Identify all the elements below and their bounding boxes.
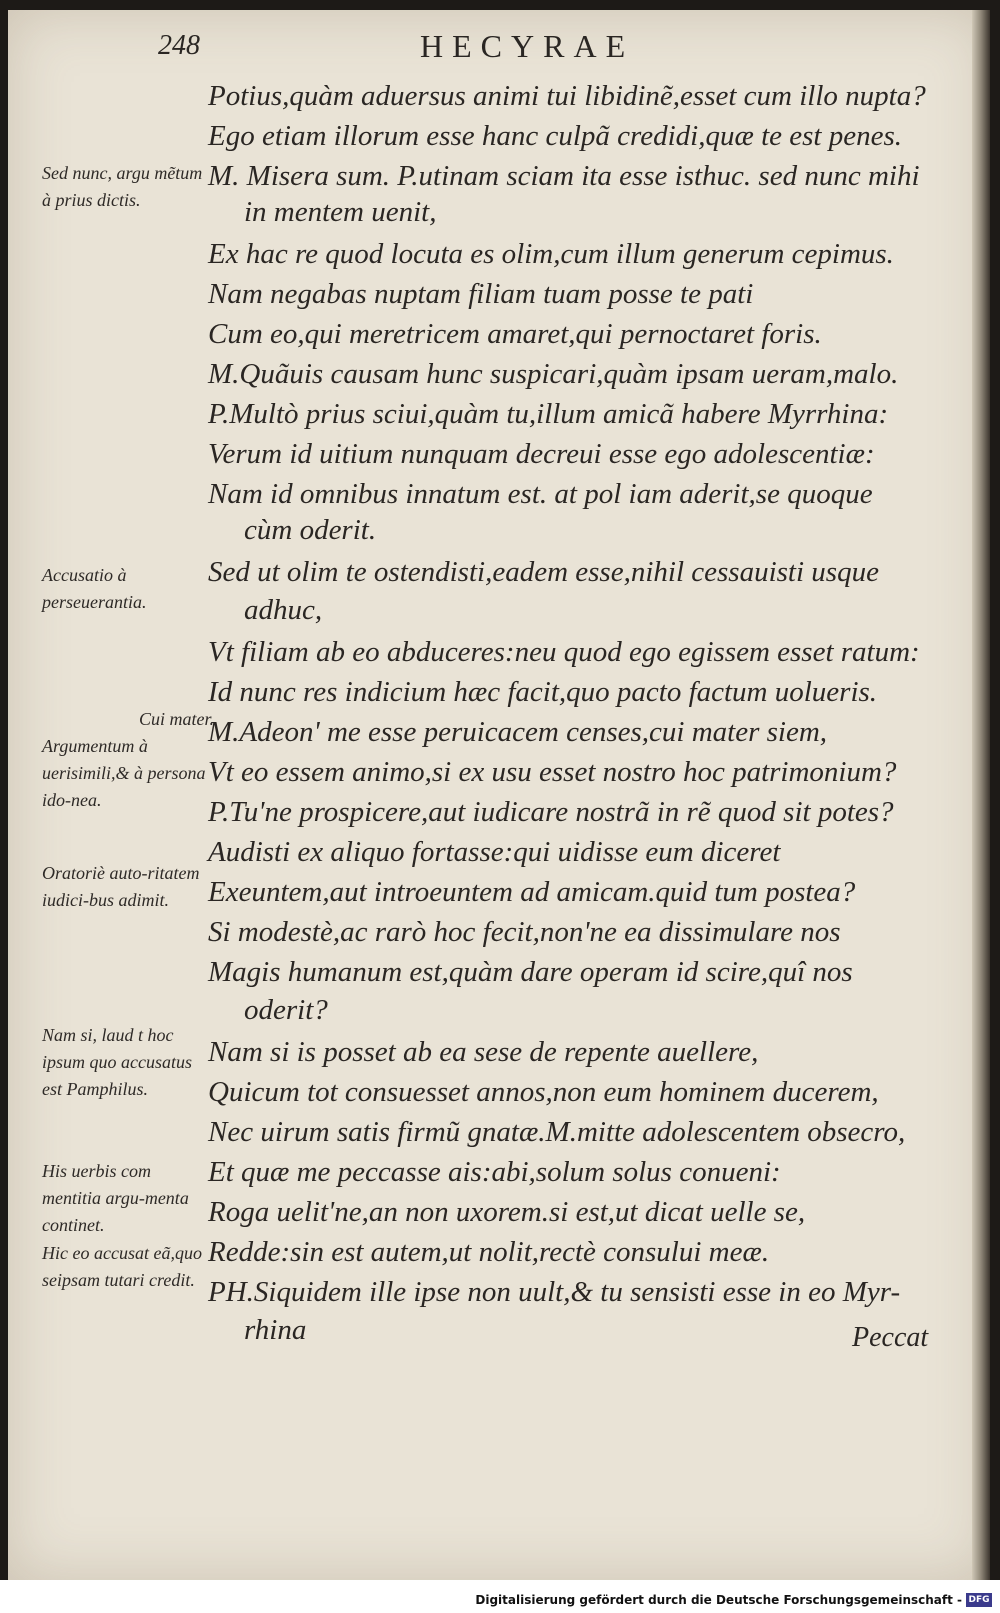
margin-notes [42,0,214,1580]
text-line: M.Quãuis causam hunc suspicari,quàm ipsam ueram,malo. [208,358,899,390]
text-line: Id nunc res indicium hæc facit,quo pacto factum uolueris. [208,676,878,708]
text-line: Magis humanum est,quàm dare operam id scire,quî nos [208,956,853,988]
text-line: Potius,quàm aduersus animi tui libidinẽ,esset cum illo nupta? [208,80,926,112]
text-line: adhuc, [244,594,323,626]
text-line: Et quæ me peccasse ais:abi,solum solus conueni: [208,1156,781,1188]
text-line: Nec uirum satis firmũ gnatæ.M.mitte adolescentem obsecro, [208,1116,906,1148]
text-line: PH.Siquidem ille ipse non uult,& tu sensisti esse in eo Myr- [208,1276,901,1308]
margin-note: Oratoriè auto-ritatem iudici-bus adimit. [42,863,200,910]
text-line: Quicum tot consuesset annos,non eum hominem ducerem, [208,1076,879,1108]
text-line: P.Multò prius sciui,quàm tu,illum amicã habere Myrrhina: [208,398,889,430]
credit-text: Digitalisierung gefördert durch die Deutsche Forschungsgemeinschaft - [475,1593,962,1607]
text-line: Nam id omnibus innatum est. at pol iam aderit,se quoque [208,478,873,510]
text-line: Exeuntem,aut introeuntem ad amicam.quid tum postea? [208,876,856,908]
margin-note: Hic eo accusat eã,quo seipsam tutari credit. [42,1243,202,1290]
text-line: Si modestè,ac rarò hoc fecit,non'ne ea dissimulare nos [208,916,841,948]
text-line: P.Tu'ne prospicere,aut iudicare nostrã in rẽ quod sit potes? [208,796,894,828]
text-line: Vt filiam ab eo abduceres:neu quod ego egissem esset ratum: [208,636,920,668]
text-line: M. Misera sum. P.utinam sciam ita esse isthuc. sed nunc mihi [208,160,920,192]
text-line: Redde:sin est autem,ut nolit,rectè consului meæ. [208,1236,770,1268]
text-line: Nam si is posset ab ea sese de repente auellere, [208,1036,759,1068]
text-line: in mentem uenit, [244,196,437,228]
margin-note: His uerbis com mentitia argu-menta continet. [42,1161,189,1235]
margin-note: Sed nunc, argu mẽtum à prius dictis. [42,163,203,210]
text-line: cùm oderit. [244,514,377,546]
text-line: Ex hac re quod locuta es olim,cum illum generum cepimus. [208,238,894,270]
page-number: 248 [158,30,200,61]
text-line: Ego etiam illorum esse hanc culpã credidi,quæ te est penes. [208,120,902,152]
text-line: Verum id uitium nunquam decreui esse ego adolescentiæ: [208,438,875,470]
margin-note: Nam si, laud t hoc ipsum quo accusatus est Pamphilus. [42,1025,192,1099]
text-line: Audisti ex aliquo fortasse:qui uidisse eum diceret [208,836,781,868]
margin-note: Accusatio à perseuerantia. [42,565,147,612]
text-line: Roga uelit'ne,an non uxorem.si est,ut dicat uelle se, [208,1196,806,1228]
dfg-logo: DFG [966,1593,992,1607]
text-line: rhina [244,1314,307,1346]
text-line: M.Adeon' me esse peruicacem censes,cui mater siem, [208,716,828,748]
text-line: Vt eo essem animo,si ex usu esset nostro hoc patrimonium? [208,756,897,788]
text-line: Sed ut olim te ostendisti,eadem esse,nihil cessauisti usque [208,556,879,588]
margin-note: Argumentum à uerisimili,& à persona ido-nea. [42,736,206,810]
digitization-credit [475,1589,992,1611]
text-line: Nam negabas nuptam filiam tuam posse te pati [208,278,754,310]
text-line: oderit? [244,994,328,1026]
margin-note: Cui mater. [138,709,214,729]
text-line: Cum eo,qui meretricem amaret,qui pernoctaret foris. [208,318,822,350]
running-title: HECYRAE [420,28,635,64]
catchword: Peccat [852,1322,929,1353]
